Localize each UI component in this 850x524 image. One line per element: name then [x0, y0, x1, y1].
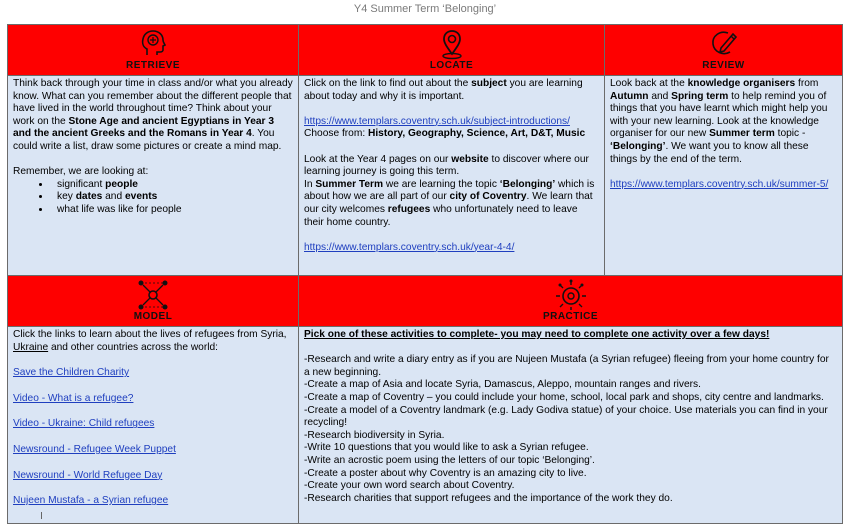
learning-grid [7, 24, 843, 524]
list-item: -Write 10 questions that you would like to ask a Syrian refugee. [304, 442, 589, 454]
practice-header [299, 276, 843, 327]
pencil-loop-icon [708, 28, 740, 60]
list-item: -Research charities that support refugees and the importance of the work they do. [304, 492, 673, 504]
subject-introductions-link[interactable]: https://www.templars.coventry.sch.uk/subject-introductions/ [304, 115, 570, 127]
review-text: Look back at the knowledge organisers from Autumn and Spring term to help remind you of things that you have learnt which might help you with your new learning. Look at the knowledge organiser for our new Summer term topic - ‘Belonging’. We want you to know all these things by the end of the term. [610, 78, 828, 165]
locate-header [299, 25, 605, 76]
model-link[interactable]: Newsround - Refugee Week Puppet [13, 443, 176, 455]
retrieve-intro: Think back through your time in class and/or what you already know. What can you remember about the different people that have lived in the world throughout time? Think about your work on the Stone Age and ancient Egyptians in Year 3 and the ancient Greeks and the Romans in Year 4. You could write a list, draw some pictures or create a mind map. [13, 78, 293, 152]
practice-list [304, 354, 837, 505]
model-links [13, 367, 293, 508]
model-link[interactable]: Video - What is a refugee? [13, 392, 134, 404]
model-link[interactable]: Save the Children Charity [13, 367, 130, 379]
location-pin-icon [437, 28, 467, 60]
retrieve-header [8, 25, 299, 76]
locate-choose: Choose from: History, Geography, Science, Art, D&T, Music [304, 128, 586, 140]
gears-circuit-icon [554, 279, 588, 311]
model-header [8, 276, 299, 327]
list-item: -Create a model of a Coventry landmark (e.g. Lady Godiva statue) of your choice. Use materials you can find in your recycling! [304, 404, 828, 429]
practice-heading: Pick one of these activities to complete- you may need to complete one activity over a few days! [304, 329, 770, 340]
list-item: -Research and write a diary entry as if you are Nujeen Mustafa (a Syrian refugee) fleeing from your home country for a new beginning. [304, 354, 829, 378]
model-label: MODEL [133, 311, 173, 322]
practice-cell [299, 327, 843, 524]
list-item: -Create a map of Coventry – you could include your home, school, local park and shops, city centre and landmarks. [304, 391, 824, 403]
locate-label: LOCATE [429, 60, 474, 71]
retrieve-list [13, 179, 293, 217]
list-item: -Create your own word search about Coventry. [304, 480, 515, 492]
year-4-link[interactable]: https://www.templars.coventry.sch.uk/year-4-4/ [304, 241, 515, 253]
list-item: • significant people [51, 179, 293, 192]
review-header [605, 25, 843, 76]
locate-cell [299, 76, 605, 276]
page-title: Y4 Summer Term ‘Belonging’ [353, 3, 497, 15]
locate-intro: Click on the link to find out about the subject you are learning about today and why it is important. [304, 78, 583, 102]
head-brain-icon [138, 28, 168, 58]
model-link[interactable]: Nujeen Mustafa - a Syrian refugee [13, 495, 169, 507]
retrieve-cell [8, 76, 299, 276]
list-item: • what life was like for people [51, 204, 293, 217]
list-item: -Create a poster about why Coventry is an amazing city to live. [304, 467, 587, 479]
list-item: -Research biodiversity in Syria. [304, 429, 445, 441]
list-item: -Create a map of Asia and locate Syria, Damascus, Aleppo, mountain ranges and rivers. [304, 379, 701, 391]
model-link[interactable]: Newsround - World Refugee Day [13, 469, 163, 481]
list-item: • key dates and events [51, 191, 293, 204]
page-edge-mark [41, 512, 42, 519]
network-nodes-icon [136, 279, 170, 311]
list-item: -Write an acrostic poem using the letters of our topic ‘Belonging’. [304, 454, 595, 466]
model-intro: Click the links to learn about the lives of refugees from Syria, Ukraine and other countries across the world: [13, 329, 287, 353]
summer-5-link[interactable]: https://www.templars.coventry.sch.uk/summer-5/ [610, 178, 829, 190]
review-cell [605, 76, 843, 276]
retrieve-label: RETRIEVE [125, 60, 180, 71]
locate-website: Look at the Year 4 pages on our website to discover where our learning journey is going this term. [304, 153, 589, 178]
retrieve-remember: Remember, we are looking at: [13, 166, 149, 178]
model-link[interactable]: Video - Ukraine: Child refugees [13, 418, 155, 430]
review-label: REVIEW [702, 60, 745, 71]
model-cell [8, 327, 299, 524]
practice-label: PRACTICE [542, 311, 599, 322]
locate-topic: In Summer Term we are learning the topic ‘Belonging’ which is about how we are all part of our city of Coventry. We learn that our city welcomes refugees who unfortunately need to leave their home country. [304, 178, 595, 228]
